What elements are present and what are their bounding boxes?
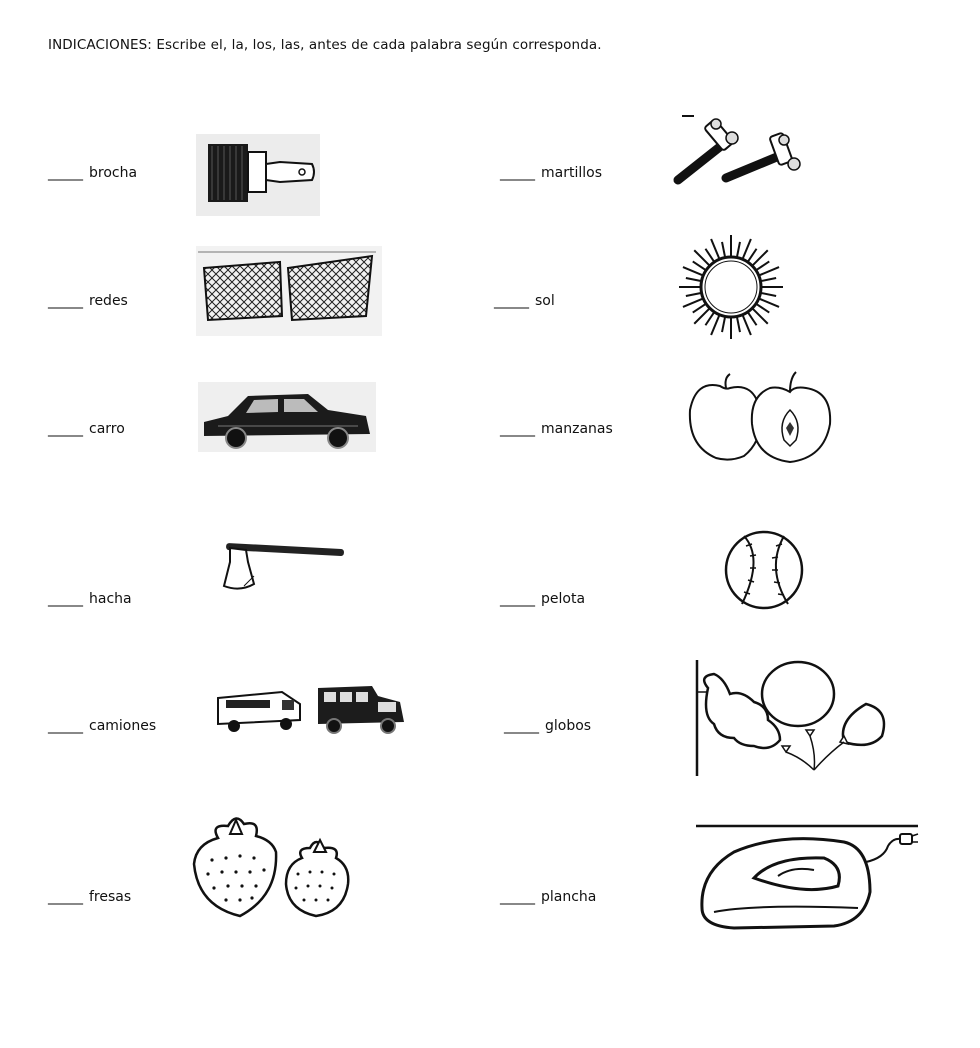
exercise-item-martillos[interactable]	[500, 165, 602, 181]
exercise-item-fresas[interactable]	[48, 889, 131, 905]
item-word: sol	[535, 293, 555, 309]
item-word: brocha	[89, 165, 138, 181]
answer-blank[interactable]: _____	[48, 591, 83, 607]
exercise-item-globos[interactable]	[504, 718, 591, 734]
apples-icon	[686, 370, 836, 466]
exercise-item-carro[interactable]	[48, 421, 125, 437]
answer-blank[interactable]: _____	[48, 165, 83, 181]
sun-icon	[676, 232, 786, 342]
answer-blank[interactable]: _____	[48, 718, 83, 734]
answer-blank[interactable]: _____	[500, 421, 535, 437]
item-word: manzanas	[541, 421, 613, 437]
instructions: INDICACIONES: Escribe el, la, los, las, antes de cada palabra según corresponda.	[48, 37, 602, 53]
hammers-icon	[668, 112, 812, 192]
item-word: martillos	[541, 165, 602, 181]
trucks-icon	[212, 680, 410, 736]
answer-blank[interactable]: _____	[494, 293, 529, 309]
car-icon	[198, 382, 376, 452]
exercise-item-camiones[interactable]	[48, 718, 156, 734]
exercise-item-redes[interactable]	[48, 293, 128, 309]
item-word: plancha	[541, 889, 597, 905]
answer-blank[interactable]: _____	[504, 718, 539, 734]
paintbrush-icon	[196, 134, 320, 216]
item-word: hacha	[89, 591, 132, 607]
item-word: redes	[89, 293, 128, 309]
exercise-item-pelota[interactable]	[500, 591, 585, 607]
answer-blank[interactable]: _____	[48, 421, 83, 437]
exercise-item-plancha[interactable]	[500, 889, 596, 905]
answer-blank[interactable]: _____	[48, 889, 83, 905]
balloons-icon	[694, 654, 894, 778]
strawberries-icon	[190, 810, 358, 922]
item-word: camiones	[89, 718, 157, 734]
nets-icon	[196, 246, 382, 336]
answer-blank[interactable]: _____	[500, 889, 535, 905]
iron-icon	[694, 822, 920, 936]
item-word: globos	[545, 718, 592, 734]
exercise-item-sol[interactable]	[494, 293, 555, 309]
baseball-icon	[722, 528, 806, 612]
exercise-item-manzanas[interactable]	[500, 421, 613, 437]
answer-blank[interactable]: _____	[48, 293, 83, 309]
answer-blank[interactable]: _____	[500, 165, 535, 181]
item-word: fresas	[89, 889, 132, 905]
answer-blank[interactable]: _____	[500, 591, 535, 607]
axe-icon	[214, 542, 348, 592]
item-word: carro	[89, 421, 125, 437]
exercise-item-brocha[interactable]	[48, 165, 137, 181]
exercise-item-hacha[interactable]	[48, 591, 132, 607]
item-word: pelota	[541, 591, 586, 607]
